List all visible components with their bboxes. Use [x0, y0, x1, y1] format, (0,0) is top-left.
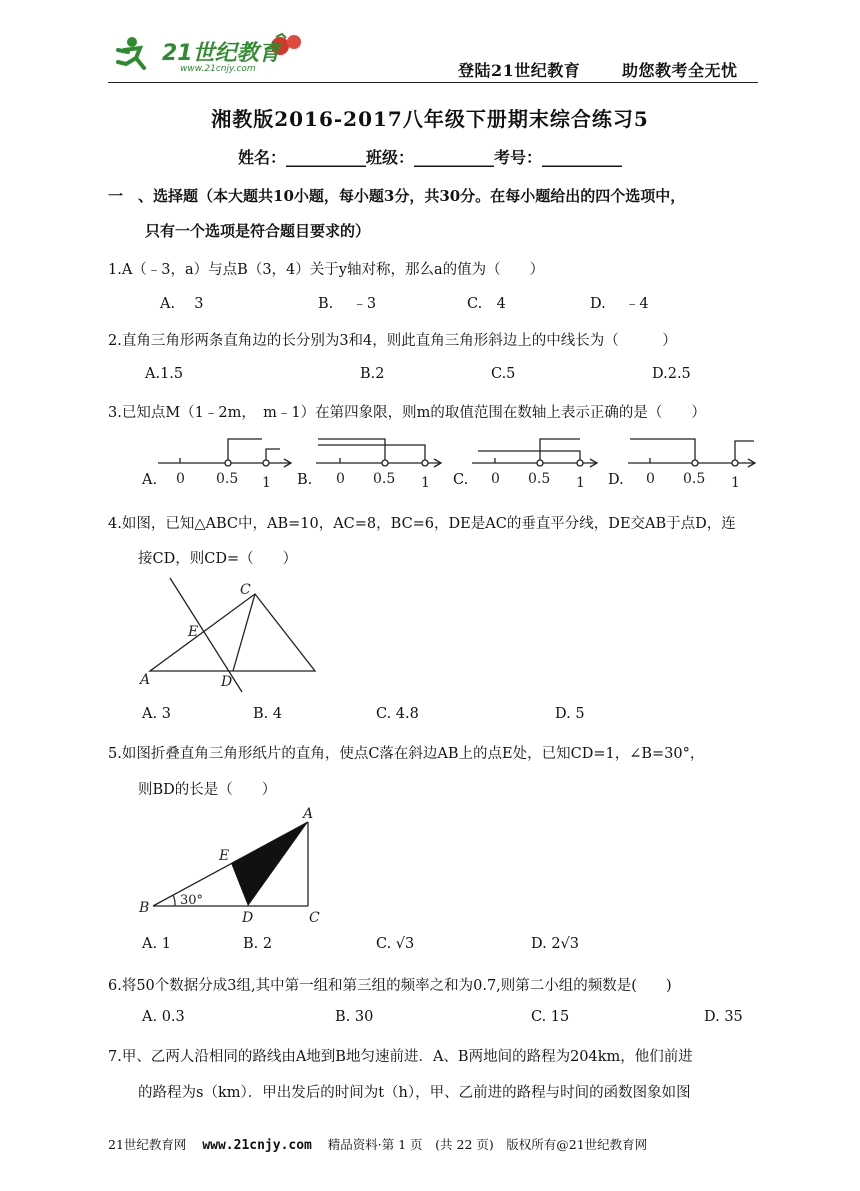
- q4-label-d: D: [221, 674, 233, 690]
- q3-a-tick-05: 0.5: [216, 471, 239, 487]
- q4-label-c: C: [240, 582, 251, 598]
- q5-label-e: E: [219, 848, 230, 864]
- q2-option-a[interactable]: A.1.5: [145, 366, 184, 382]
- section-heading-line1: 一 、选择题（本大题共10小题，每小题3分，共30分。在每小题给出的四个选项中，: [108, 187, 686, 205]
- q4-label-e: E: [188, 624, 199, 640]
- q4-label-a: A: [140, 672, 151, 688]
- question-7-line2: 的路程为s（km）．甲出发后的时间为t（h），甲、乙前进的路程与时间的函数图象如图: [138, 1085, 691, 1101]
- q5-option-c[interactable]: C. √3: [376, 936, 415, 952]
- q4-option-b[interactable]: B. 4: [253, 706, 283, 722]
- q5-label-c: C: [309, 910, 320, 926]
- question-4-stem-line2: 接CD，则CD=（ ）: [138, 551, 298, 567]
- q3-number-lines: [150, 433, 760, 491]
- question-5-stem-line2: 则BD的长是（ ）: [138, 782, 277, 798]
- q6-option-b[interactable]: B. 30: [335, 1009, 374, 1025]
- section-heading-line2: 只有一个选项是符合题目要求的）: [145, 222, 371, 240]
- q4-option-a[interactable]: A. 3: [142, 706, 171, 722]
- question-5-stem-line1: 5.如图折叠直角三角形纸片的直角，使点C落在斜边AB上的点E处，已知CD=1，∠B=30°，: [108, 746, 705, 762]
- q3-c-tick-0: 0: [491, 471, 500, 487]
- header-divider: [108, 82, 758, 83]
- question-1-stem: 1.A（﹣3，a）与点B（3，4）关于y轴对称，那么a的值为（ ）: [108, 262, 545, 278]
- footer-url[interactable]: www.21cnjy.com: [202, 1138, 312, 1153]
- q3-d-tick-1: 1: [731, 475, 740, 491]
- q2-option-b[interactable]: B.2: [360, 366, 385, 382]
- q1-option-a[interactable]: A. 3: [160, 296, 204, 312]
- q5-option-d[interactable]: D. 2√3: [531, 936, 580, 952]
- q3-a-tick-0: 0: [176, 471, 185, 487]
- q4-option-c[interactable]: C. 4.8: [376, 706, 419, 722]
- q3-a-tick-1: 1: [262, 475, 271, 491]
- question-2-stem: 2.直角三角形两条直角边的长分别为3和4，则此直角三角形斜边上的中线长为（ ）: [108, 333, 677, 349]
- question-4-stem-line1: 4.如图，已知△ABC中，AB=10，AC=8，BC=6，DE是AC的垂直平分线，DE交AB于点D，连: [108, 516, 736, 532]
- q5-option-a[interactable]: A. 1: [142, 936, 171, 952]
- question-6-stem: 6.将50个数据分成3组,其中第一组和第三组的频率之和为0.7,则第二小组的频数是( ): [108, 978, 672, 994]
- q4-option-d[interactable]: D. 5: [555, 706, 585, 722]
- footer-site: 21世纪教育网: [108, 1137, 187, 1152]
- question-3-stem: 3.已知点M（1﹣2m， m﹣1）在第四象限，则m的取值范围在数轴上表示正确的是（ ）: [108, 405, 706, 421]
- footer-page-info: 精品资料·第 1 页 (共 22 页) 版权所有@21世纪教育网: [327, 1137, 648, 1152]
- page-title: 湘教版2016-2017八年级下册期末综合练习5: [211, 107, 649, 131]
- q5-fold-figure: [135, 804, 330, 926]
- q3-d-tick-0: 0: [646, 471, 655, 487]
- q3-option-a[interactable]: A.: [142, 472, 158, 488]
- q3-c-tick-1: 1: [576, 475, 585, 491]
- q5-label-d: D: [242, 910, 254, 926]
- q6-option-c[interactable]: C. 15: [531, 1009, 570, 1025]
- q3-b-tick-05: 0.5: [373, 471, 396, 487]
- q5-angle-label: 30°: [180, 893, 204, 908]
- q4-triangle-figure: [138, 576, 323, 694]
- slogan-left: 登陆21世纪教育: [458, 61, 581, 80]
- q2-option-d[interactable]: D.2.5: [652, 366, 691, 382]
- q3-option-d[interactable]: D.: [608, 472, 624, 488]
- q5-label-a: A: [303, 806, 314, 822]
- q6-option-d[interactable]: D. 35: [704, 1009, 743, 1025]
- logo-url[interactable]: www.21cnjy.com: [180, 64, 256, 74]
- q3-c-tick-05: 0.5: [528, 471, 551, 487]
- slogan-right: 助您教考全无忧: [622, 61, 738, 80]
- q3-option-b[interactable]: B.: [297, 472, 313, 488]
- q3-b-tick-0: 0: [336, 471, 345, 487]
- question-7-line1: 7.甲、乙两人沿相同的路线由A地到B地匀速前进．A、B两地间的路程为204km，他们前进: [108, 1049, 693, 1065]
- q3-option-c[interactable]: C.: [453, 472, 469, 488]
- q2-option-c[interactable]: C.5: [491, 366, 516, 382]
- q3-d-tick-05: 0.5: [683, 471, 706, 487]
- q5-option-b[interactable]: B. 2: [243, 936, 273, 952]
- q3-b-tick-1: 1: [421, 475, 430, 491]
- header-logo: [110, 28, 310, 80]
- student-info-line: 姓名：__________班级：__________考号：__________: [237, 148, 622, 167]
- q6-option-a[interactable]: A. 0.3: [142, 1009, 185, 1025]
- page-footer: [108, 1135, 647, 1153]
- q1-option-d[interactable]: D. ﹣4: [590, 296, 649, 312]
- q5-label-b: B: [139, 900, 150, 916]
- logo-text: 21世纪教育: [162, 41, 281, 66]
- q1-option-c[interactable]: C. 4: [467, 296, 506, 312]
- q1-option-b[interactable]: B. ﹣3: [318, 296, 377, 312]
